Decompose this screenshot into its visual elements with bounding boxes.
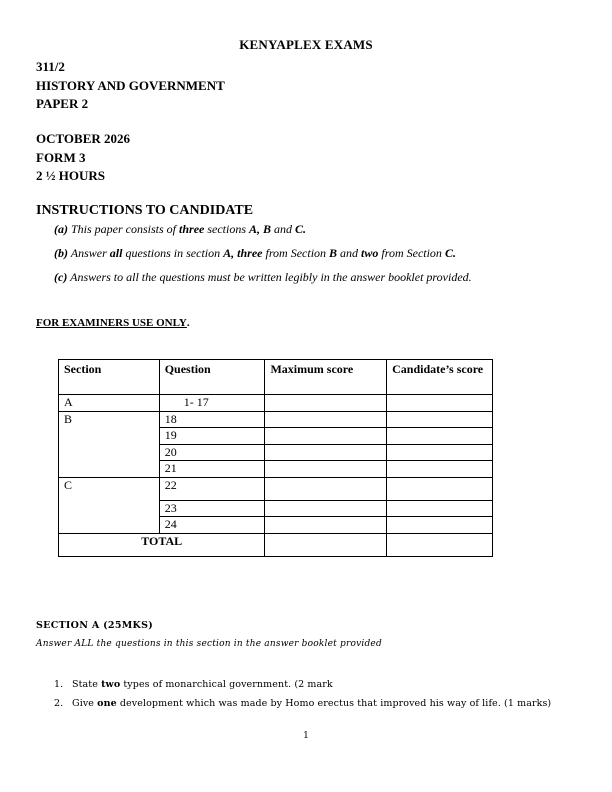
- question-item: 2. Give one development which was made by Homo erectus that improved his way of life. (1 marks): [54, 698, 552, 709]
- examiners-score-table: [58, 359, 493, 557]
- max-score-cell: [265, 500, 387, 517]
- subject-name: HISTORY AND GOVERNMENT: [36, 77, 225, 93]
- exam-form: FORM 3: [36, 149, 86, 165]
- header-candidate-score: Candidate’s score: [387, 360, 493, 395]
- question-cell: 18: [159, 411, 265, 428]
- exam-duration: 2 ½ HOURS: [36, 168, 105, 183]
- exam-date-block: [36, 130, 130, 186]
- table-row: [59, 395, 493, 412]
- paper-code: 311/2: [36, 59, 65, 74]
- candidate-score-cell: [387, 395, 493, 412]
- section-a-instruction: Answer ALL the questions in this section in the answer booklet provided: [36, 639, 382, 649]
- max-score-cell: [265, 428, 387, 445]
- section-cell: C: [59, 477, 160, 533]
- candidate-score-cell: [387, 477, 493, 500]
- candidate-score-cell: [387, 428, 493, 445]
- question-item: 1. State two types of monarchical government. (2 mark: [54, 679, 333, 690]
- candidate-score-cell: [387, 444, 493, 461]
- header-section: Section: [59, 360, 160, 395]
- exam-date: OCTOBER 2026: [36, 131, 131, 146]
- table-row: [59, 477, 493, 500]
- question-number: 1.: [54, 679, 64, 690]
- section-cell: A: [59, 395, 160, 412]
- page-number: 1: [303, 731, 309, 741]
- question-cell: 19: [159, 428, 265, 445]
- total-label: TOTAL: [59, 533, 265, 556]
- total-row: [59, 533, 493, 556]
- question-cell: 24: [159, 517, 265, 534]
- question-cell: 1- 17: [159, 395, 265, 412]
- max-score-cell: [265, 517, 387, 534]
- question-cell: 22: [159, 477, 265, 500]
- table-header-row: [59, 360, 493, 395]
- max-score-cell: [265, 411, 387, 428]
- max-score-cell: [265, 477, 387, 500]
- candidate-score-cell: [387, 411, 493, 428]
- question-cell: 21: [159, 461, 265, 478]
- section-a-title: SECTION A (25MKS): [36, 620, 154, 631]
- total-max-score-cell: [265, 533, 387, 556]
- examiners-use-heading: FOR EXAMINERS USE ONLY.: [36, 317, 190, 329]
- max-score-cell: [265, 461, 387, 478]
- instructions-title: INSTRUCTIONS TO CANDIDATE: [36, 203, 254, 218]
- candidate-score-cell: [387, 500, 493, 517]
- header-question: Question: [159, 360, 265, 395]
- question-number: 2.: [54, 698, 64, 709]
- table-row: [59, 411, 493, 428]
- candidate-score-cell: [387, 461, 493, 478]
- instruction-label: (c): [54, 270, 68, 284]
- instruction-label: (a): [54, 222, 68, 236]
- instruction-b: (b) Answer all questions in section A, three from Section B and two from Section C.: [54, 246, 456, 260]
- section-cell: B: [59, 411, 160, 477]
- exam-header-block: [36, 58, 225, 114]
- paper-number: PAPER 2: [36, 96, 89, 111]
- max-score-cell: [265, 444, 387, 461]
- instruction-c: (c) Answers to all the questions must be written legibly in the answer booklet provided.: [54, 270, 472, 284]
- instruction-a: (a) This paper consists of three sections A, B and C.: [54, 222, 307, 236]
- header-max-score: Maximum score: [265, 360, 387, 395]
- instruction-label: (b): [54, 246, 68, 260]
- exam-title: KENYAPLEX EXAMS: [239, 37, 373, 52]
- total-candidate-score-cell: [387, 533, 493, 556]
- question-cell: 20: [159, 444, 265, 461]
- candidate-score-cell: [387, 517, 493, 534]
- question-cell: 23: [159, 500, 265, 517]
- max-score-cell: [265, 395, 387, 412]
